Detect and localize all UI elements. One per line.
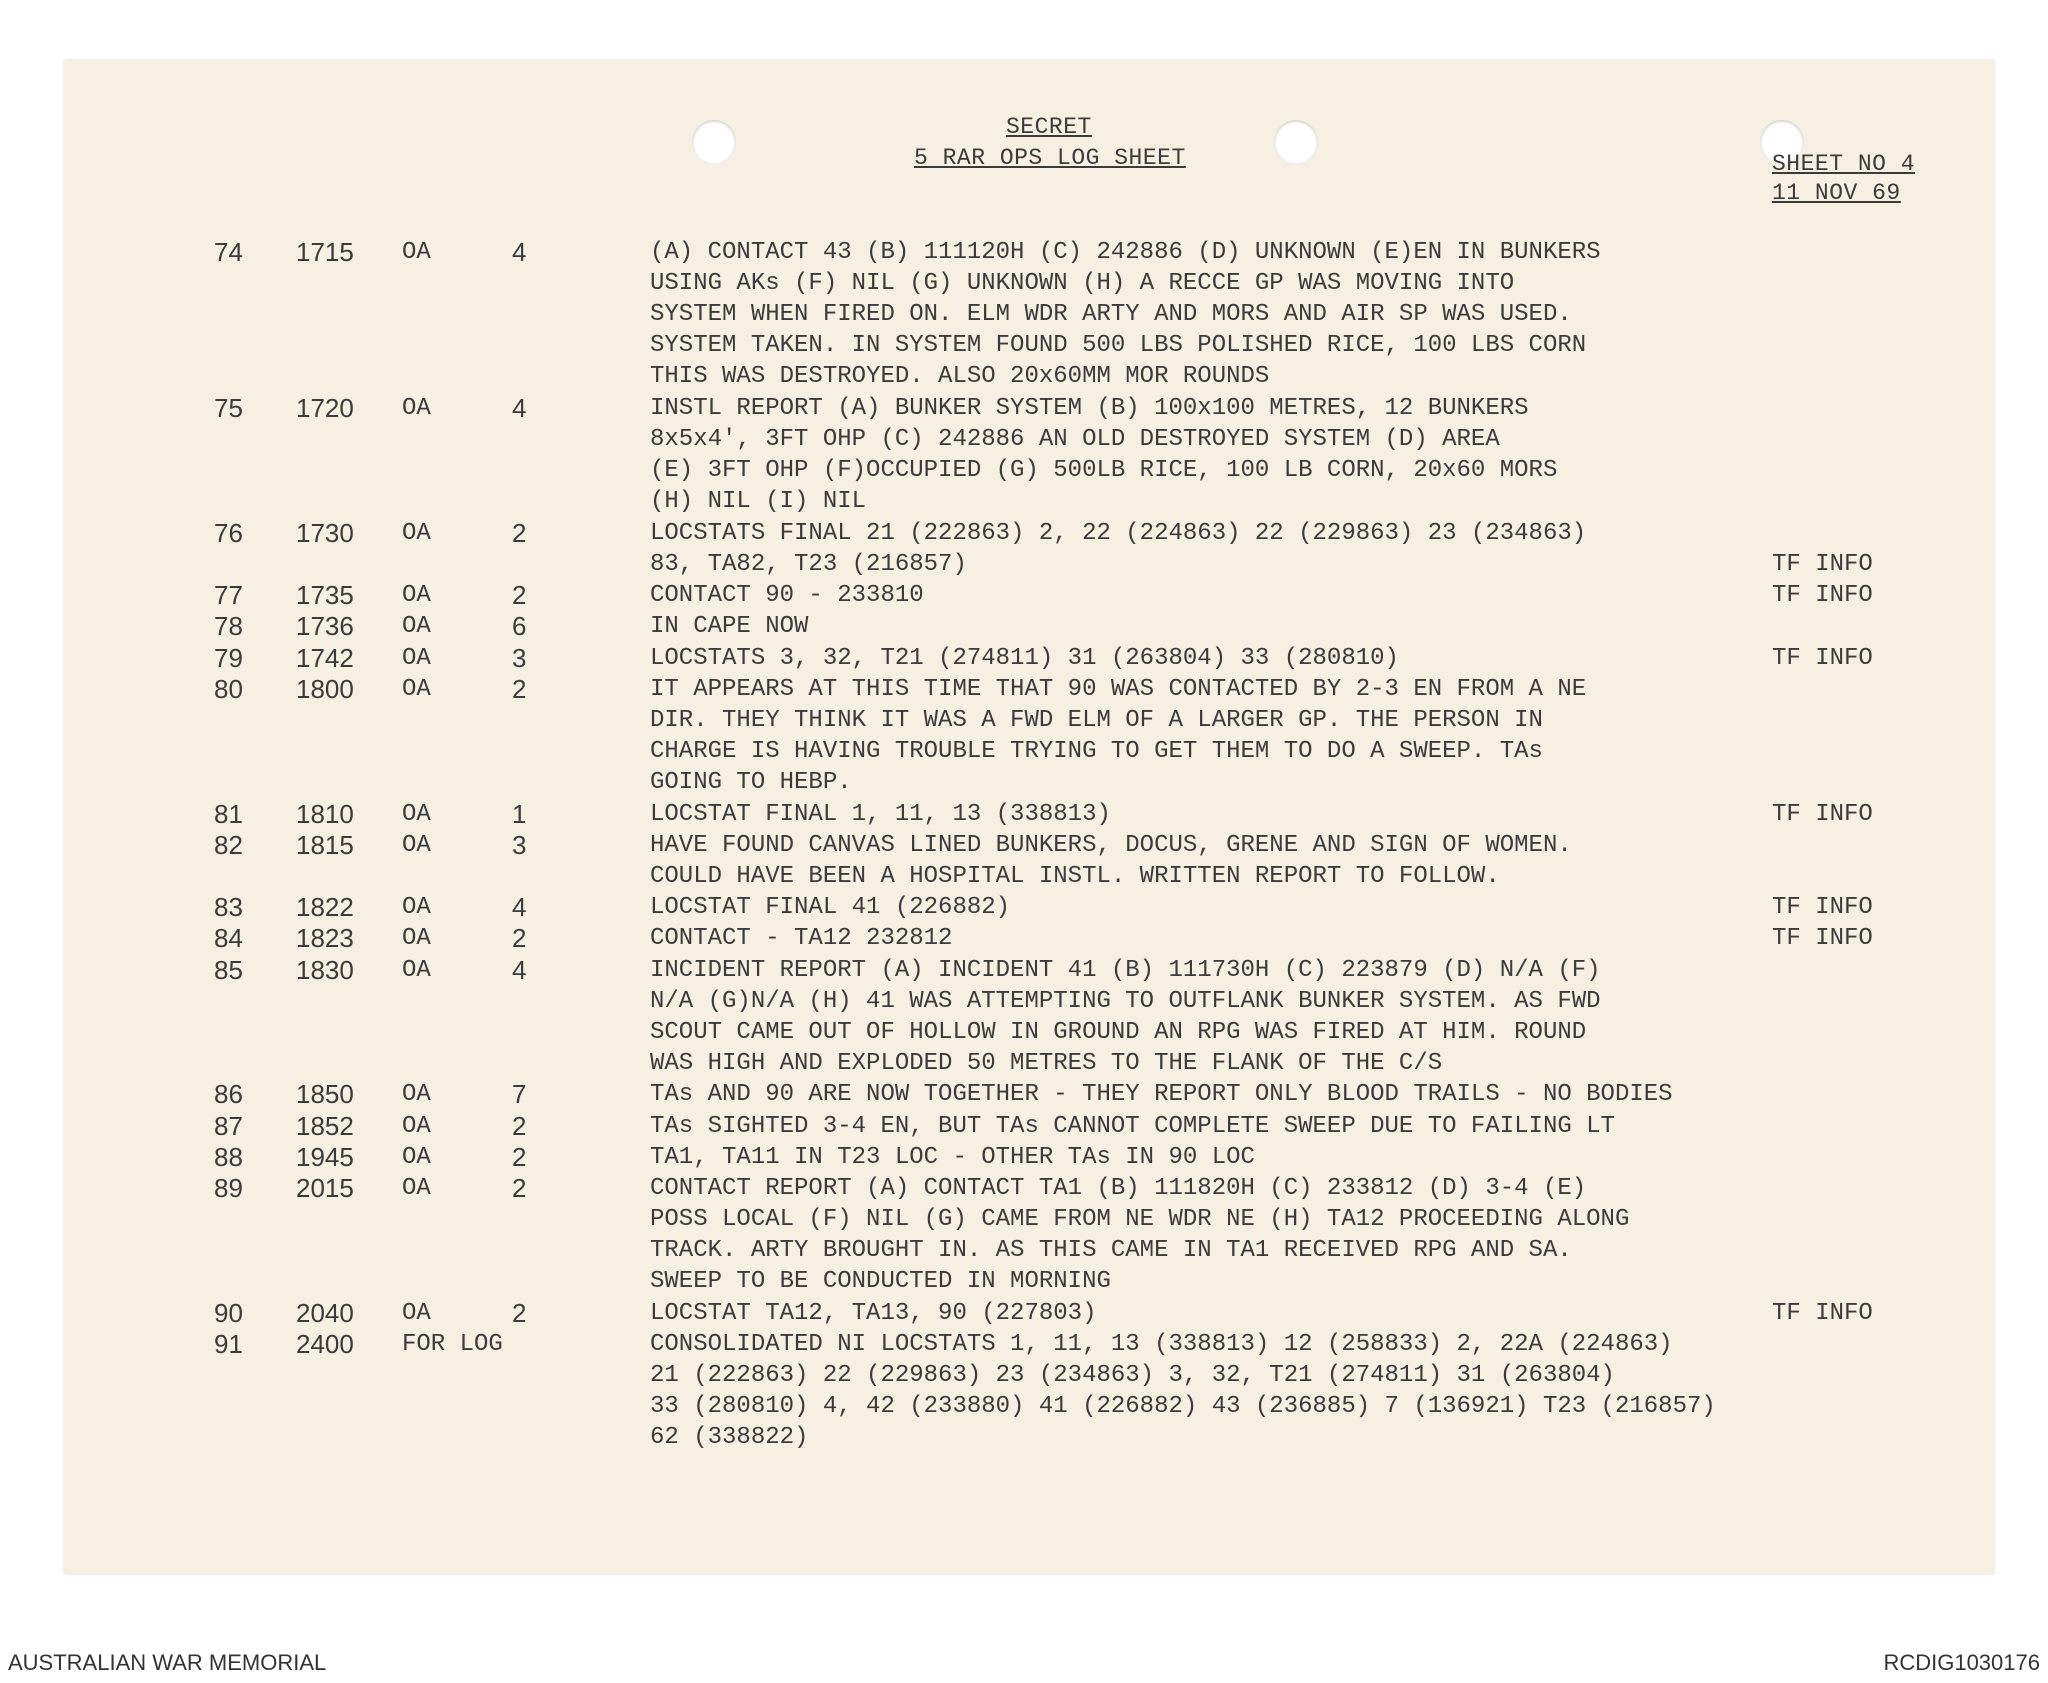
message-line: COULD HAVE BEEN A HOSPITAL INSTL. WRITTEN REPORT TO FOLLOW.: [650, 862, 1500, 890]
entry-type: OA: [402, 925, 431, 953]
entry-type: OA: [402, 1081, 431, 1109]
entry-type: OA: [402, 582, 431, 610]
entry-type: OA: [402, 894, 431, 922]
message-line: (E) 3FT OHP (F)OCCUPIED (G) 500LB RICE, 100 LB CORN, 20x60 MORS: [650, 457, 1558, 484]
entry-message: [650, 1329, 1716, 1453]
punch-hole: [692, 120, 736, 164]
message-line: LOCSTATS 3, 32, T21 (274811) 31 (263804) 33 (280810): [650, 644, 1399, 672]
message-line: CONSOLIDATED NI LOCSTATS 1, 11, 13 (338813) 12 (258833) 2, 22A (224863): [650, 1331, 1673, 1358]
entry-priority: 2: [512, 1141, 527, 1172]
entry-time: 1815: [296, 829, 354, 860]
entry-time: 1852: [296, 1110, 354, 1141]
entry-number: 86: [214, 1079, 243, 1110]
entry-priority: 2: [512, 1173, 527, 1203]
entry-number: 81: [214, 798, 243, 829]
entry-time: 1736: [296, 611, 354, 642]
punch-hole: [1274, 120, 1318, 164]
entry-priority: 2: [512, 1297, 527, 1328]
entry-message: [650, 1079, 1673, 1110]
message-line: LOCSTAT FINAL 41 (226882): [650, 894, 1011, 922]
entry-type: OA: [402, 395, 431, 422]
entry-priority: 3: [512, 829, 527, 860]
entry-priority: 4: [512, 237, 527, 267]
entry-distribution: TF INFO: [1772, 894, 1873, 922]
message-line: 8x5x4', 3FT OHP (C) 242886 AN OLD DESTROYED SYSTEM (D) AREA: [650, 426, 1500, 453]
message-line: SYSTEM TAKEN. IN SYSTEM FOUND 500 LBS POLISHED RICE, 100 LBS CORN: [650, 332, 1587, 359]
message-line: INSTL REPORT (A) BUNKER SYSTEM (B) 100x100 METRES, 12 BUNKERS: [650, 395, 1529, 422]
message-line: SCOUT CAME OUT OF HOLLOW IN GROUND AN RPG WAS FIRED AT HIM. ROUND: [650, 1018, 1587, 1046]
entry-type: OA: [402, 956, 431, 984]
message-line: POSS LOCAL (F) NIL (G) CAME FROM NE WDR NE (H) TA12 PROCEEDING ALONG: [650, 1206, 1630, 1233]
entry-type: OA: [402, 831, 431, 859]
message-line: DIR. THEY THINK IT WAS A FWD ELM OF A LARGER GP. THE PERSON IN: [650, 706, 1543, 734]
entry-number: 75: [214, 393, 243, 423]
entry-number: 85: [214, 954, 243, 985]
entry-distribution: TF INFO: [1772, 1299, 1873, 1327]
entry-number: 76: [214, 517, 243, 548]
message-line: TAs AND 90 ARE NOW TOGETHER - THEY REPORT ONLY BLOOD TRAILS - NO BODIES: [650, 1081, 1673, 1109]
entry-priority: 2: [512, 923, 527, 954]
entry-message: [650, 955, 1601, 1079]
message-line: LOCSTAT FINAL 1, 11, 13 (338813): [650, 800, 1111, 828]
entry-distribution: TF INFO: [1772, 644, 1873, 672]
entry-time: 1735: [296, 580, 354, 611]
message-line: WAS HIGH AND EXPLODED 50 METRES TO THE FLANK OF THE C/S: [650, 1049, 1443, 1077]
entry-message: [650, 393, 1557, 517]
entry-priority: 4: [512, 393, 527, 423]
message-line: LOCSTAT TA12, TA13, 90 (227803): [650, 1299, 1097, 1327]
message-line: SYSTEM WHEN FIRED ON. ELM WDR ARTY AND MORS AND AIR SP WAS USED.: [650, 301, 1572, 328]
entry-type: FOR LOG: [402, 1331, 503, 1358]
entry-priority: 7: [512, 1079, 527, 1110]
sheet-title: 5 RAR OPS LOG SHEET: [914, 145, 1186, 171]
message-line: GOING TO HEBP.: [650, 768, 852, 796]
entry-type: OA: [402, 644, 431, 672]
entry-message: [650, 830, 1572, 892]
message-line: 62 (338822): [650, 1424, 809, 1451]
classification: SECRET: [1006, 114, 1092, 140]
message-line: N/A (G)N/A (H) 41 WAS ATTEMPTING TO OUTFLANK BUNKER SYSTEM. AS FWD: [650, 987, 1601, 1015]
entry-type: OA: [402, 1143, 431, 1171]
entry-message: [650, 892, 1010, 923]
message-line: TAs SIGHTED 3-4 EN, BUT TAs CANNOT COMPLETE SWEEP DUE TO FAILING LT: [650, 1112, 1615, 1140]
entry-time: 1822: [296, 892, 354, 923]
message-line: HAVE FOUND CANVAS LINED BUNKERS, DOCUS, GRENE AND SIGN OF WOMEN.: [650, 831, 1572, 859]
footer-credit: AUSTRALIAN WAR MEMORIAL: [8, 1650, 327, 1675]
entry-time: 2040: [296, 1297, 354, 1328]
entry-time: 1730: [296, 517, 354, 548]
message-line: 83, TA82, T23 (216857): [650, 550, 967, 578]
entry-type: OA: [402, 800, 431, 828]
entry-priority: 2: [512, 517, 527, 548]
entry-time: 1720: [296, 393, 354, 423]
entry-number: 84: [214, 923, 243, 954]
entry-time: 2400: [296, 1329, 354, 1359]
message-line: USING AKs (F) NIL (G) UNKNOWN (H) A RECCE GP WAS MOVING INTO: [650, 270, 1515, 297]
entry-message: [650, 799, 1111, 830]
message-line: CONTACT - TA12 232812: [650, 925, 953, 953]
entry-message: [650, 237, 1601, 392]
message-line: 21 (222863) 22 (229863) 23 (234863) 3, 32, T21 (274811) 31 (263804): [650, 1362, 1615, 1389]
message-line: THIS WAS DESTROYED. ALSO 20x60MM MOR ROUNDS: [650, 363, 1270, 390]
entry-priority: 2: [512, 580, 527, 611]
entry-message: [650, 1111, 1615, 1142]
entry-number: 90: [214, 1297, 243, 1328]
message-line: TRACK. ARTY BROUGHT IN. AS THIS CAME IN TA1 RECEIVED RPG AND SA.: [650, 1237, 1572, 1264]
message-line: SWEEP TO BE CONDUCTED IN MORNING: [650, 1268, 1111, 1295]
footer-id: RCDIG1030176: [1883, 1650, 2040, 1675]
entry-distribution: TF INFO: [1772, 582, 1873, 610]
entry-priority: 4: [512, 892, 527, 923]
entry-message: [650, 1298, 1096, 1329]
entry-time: 1800: [296, 673, 354, 704]
entry-distribution: TF INFO: [1772, 800, 1873, 828]
entry-time: 1715: [296, 237, 354, 267]
entry-number: 88: [214, 1141, 243, 1172]
entry-message: [650, 674, 1586, 798]
entry-message: [650, 1142, 1255, 1173]
entry-type: OA: [402, 613, 431, 641]
entry-priority: 6: [512, 611, 527, 642]
entry-priority: 2: [512, 673, 527, 704]
entry-number: 83: [214, 892, 243, 923]
message-line: IT APPEARS AT THIS TIME THAT 90 WAS CONTACTED BY 2-3 EN FROM A NE: [650, 675, 1587, 703]
message-line: TA1, TA11 IN T23 LOC - OTHER TAs IN 90 LOC: [650, 1143, 1255, 1171]
entry-message: [650, 643, 1399, 674]
entry-time: 1810: [296, 798, 354, 829]
entry-number: 82: [214, 829, 243, 860]
sheet-date: 11 NOV 69: [1772, 180, 1901, 206]
entry-type: OA: [402, 675, 431, 703]
entry-time: 1830: [296, 954, 354, 985]
entry-number: 74: [214, 237, 243, 267]
message-line: 33 (280810) 4, 42 (233880) 41 (226882) 43 (236885) 7 (136921) T23 (216857): [650, 1393, 1716, 1420]
entry-type: OA: [402, 1299, 431, 1327]
entry-distribution: TF INFO: [1772, 925, 1873, 953]
entry-priority: 4: [512, 954, 527, 985]
message-line: CHARGE IS HAVING TROUBLE TRYING TO GET THEM TO DO A SWEEP. TAs: [650, 737, 1543, 765]
entry-number: 79: [214, 642, 243, 673]
entry-message: [650, 923, 952, 954]
message-line: (A) CONTACT 43 (B) 111120H (C) 242886 (D) UNKNOWN (E)EN IN BUNKERS: [650, 239, 1601, 266]
entry-number: 80: [214, 673, 243, 704]
entry-type: OA: [402, 239, 431, 266]
message-line: (H) NIL (I) NIL: [650, 488, 867, 515]
entry-distribution: TF INFO: [1772, 550, 1873, 578]
entry-number: 91: [214, 1329, 243, 1359]
entry-message: [650, 1173, 1629, 1297]
entry-type: OA: [402, 519, 431, 547]
message-line: IN CAPE NOW: [650, 613, 809, 641]
sheet-number: SHEET NO 4: [1772, 151, 1916, 177]
entry-priority: 2: [512, 1110, 527, 1141]
entry-time: 1850: [296, 1079, 354, 1110]
message-line: CONTACT REPORT (A) CONTACT TA1 (B) 111820H (C) 233812 (D) 3-4 (E): [650, 1175, 1587, 1202]
entry-type: OA: [402, 1175, 431, 1202]
message-line: LOCSTATS FINAL 21 (222863) 2, 22 (224863) 22 (229863) 23 (234863): [650, 519, 1587, 547]
entry-time: 1823: [296, 923, 354, 954]
entry-priority: 1: [512, 798, 527, 829]
message-line: INCIDENT REPORT (A) INCIDENT 41 (B) 111730H (C) 223879 (D) N/A (F): [650, 956, 1601, 984]
entry-number: 89: [214, 1173, 243, 1203]
entry-number: 77: [214, 580, 243, 611]
entry-type: OA: [402, 1112, 431, 1140]
entry-number: 78: [214, 611, 243, 642]
message-line: CONTACT 90 - 233810: [650, 582, 924, 610]
entry-time: 2015: [296, 1173, 354, 1203]
entry-priority: 3: [512, 642, 527, 673]
entry-message: [650, 518, 1586, 580]
entry-number: 87: [214, 1110, 243, 1141]
entry-message: [650, 580, 924, 611]
entry-time: 1742: [296, 642, 354, 673]
entry-message: [650, 611, 808, 642]
log-sheet: [64, 60, 1994, 1574]
entry-time: 1945: [296, 1141, 354, 1172]
